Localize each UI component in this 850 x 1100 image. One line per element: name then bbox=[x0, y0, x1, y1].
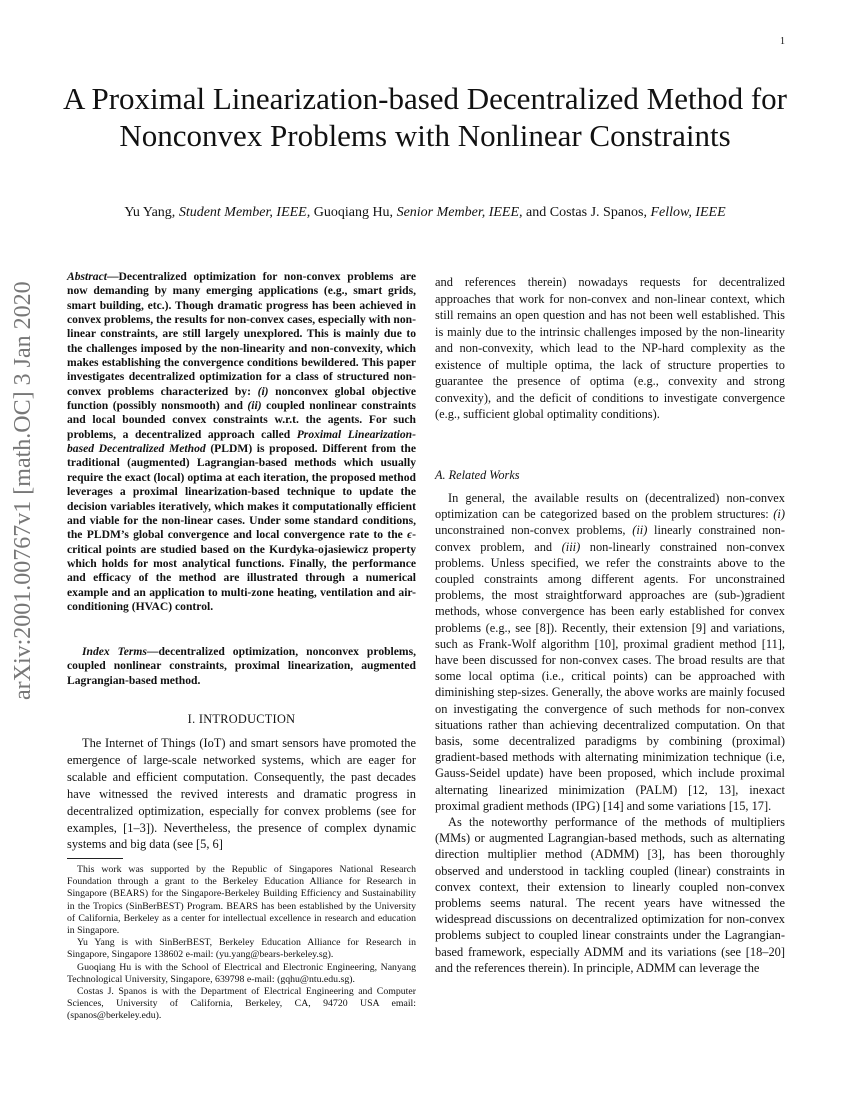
abstract-text-4: (PLDM) is proposed. Different from the traditional (augmented) Lagrangian-based methods which usually require the exact (local) optima at each iteration, the proposed method leverages a proximal linearization-based technique to update the decision variables iteratively, which makes it computationally efficient and viable for the non-linear cases. Under some standard conditions, the PLDM’s global convergence and local convergence rate to the bbox=[67, 442, 417, 542]
abstract-enum-i: (i) bbox=[257, 384, 269, 398]
author-3-name: Costas J. Spanos, bbox=[549, 205, 647, 220]
abstract-text-3: coupled nonlinear constraints and local bounded convex constraints w.r.t. the agents. For such problems, a decentralized approach called bbox=[67, 399, 416, 441]
abstract-text-1: —Decentralized optimization for non-convex problems are now demanding by many emerging applications (e.g., smart grids, smart building, etc.). Though dramatic progress has been achieved in convex problems, the results for non-convex cases, especially with non-linear constraints, are still largely unexplored. This is mainly due to the challenges imposed by the non-linearity and non-convexity, which makes establishing the convergence conditions bewildered. This paper investigates decentralized optimization for a class of structured non-convex problems characterized by: bbox=[67, 270, 416, 398]
rw-text-a: In general, the available results on (decentralized) non-convex optimization can be categorized based on the problem structures: bbox=[435, 491, 785, 522]
index-terms bbox=[67, 645, 416, 688]
related-works-body bbox=[435, 490, 785, 976]
rw-enum-iii: (iii) bbox=[561, 539, 581, 554]
author-connector: and bbox=[526, 205, 547, 220]
author-2-name: Guoqiang Hu, bbox=[313, 205, 394, 220]
author-1-name: Yu Yang, bbox=[124, 205, 176, 220]
footnote-rule bbox=[67, 858, 123, 859]
intro-paragraph: The Internet of Things (IoT) and smart sensors have promoted the emergence of large-scale networked systems, which are eager for scalable and efficient computation. Consequently, the past decades have witnessed the revived interests and dramatic progress in decentralized optimization, especially for convex problems (see for examples, [1–3]). Nevertheless, the presence of complex dynamic systems and big data (see [5, 6] bbox=[67, 736, 416, 852]
footnote-author-2: Guoqiang Hu is with the School of Electrical and Electronic Engineering, Nanyang Technological University, Singapore, 639798 e-mail: (gqhu@ntu.edu.sg). bbox=[67, 961, 416, 985]
related-works-paragraph-2: As the noteworthy performance of the methods of multipliers (MMs) or augmented Lagrangian-based methods, such as alternating direction multiplier method (ADMM) [3], has been thoroughly observed and understood in tackling coupled (linear) constraints in convex context, their extension to linearly coupled non-convex problems seems natural. The recent years have witnessed the widespread discussions on decentralized optimization for non-convex problems subject to coupled linear constraints under the Lagrangian-based framework, especially ADMM and its variations (see [18–20] and the references therein). In principle, ADMM can leverage the bbox=[435, 815, 785, 975]
abstract-epsilon: ϵ bbox=[407, 528, 413, 542]
index-terms-text: —decentralized optimization, nonconvex problems, coupled nonlinear constraints, proximal linearization, augmented Lagrangian-based method. bbox=[67, 645, 416, 687]
footnote-funding: This work was supported by the Republic of Singapores National Research Foundation through a grant to the Berkeley Education Alliance for Research in Singapore (BEARS) for the Singapore-Berkeley Building Efficiency and Sustainability in the Tropics (SinBerBEST) Program. BEARS has been established by the University of California, Berkeley as a center for intellectual excellence in research and education in Singapore. bbox=[67, 864, 416, 937]
abstract-method-name: Proximal Linearization-based Decentralized Method bbox=[67, 427, 416, 456]
author-3-role: Fellow, IEEE bbox=[650, 205, 726, 220]
abstract-text-2: nonconvex global objective function (possibly nonsmooth) and bbox=[67, 384, 416, 413]
rw-enum-i: (i) bbox=[773, 507, 785, 522]
arxiv-identifier: arXiv:2001.00767v1 [math.OC] 3 Jan 2020 bbox=[10, 281, 36, 700]
footnotes bbox=[67, 864, 416, 1023]
abstract bbox=[67, 270, 416, 614]
abstract-label: Abstract bbox=[67, 270, 107, 283]
rw-text-c: linearly constrained non-convex problem, and bbox=[435, 523, 785, 554]
author-line bbox=[60, 204, 790, 222]
section-heading-introduction: I. INTRODUCTION bbox=[187, 712, 296, 726]
page-number: 1 bbox=[780, 36, 785, 47]
subsection-heading-related-works: A. Related Works bbox=[435, 468, 520, 482]
footnote-author-3: Costas J. Spanos is with the Department of Electrical Engineering and Computer Sciences, University of California, Berkeley, CA, 94720 USA email: (spanos@berkeley.edu). bbox=[67, 986, 416, 1022]
rw-text-d: non-linearly constrained non-convex problems. Unless specified, we refer the constraints above to the coupled constraints among different agents. For unconstrained problems, the most straightforward approaches are (sub-)gradient methods, whose convergence has been early established for convex problems (e.g., see [8]). Recently, their extension [9] and variations, such as Frank-Wolf algorithm [10], proximal gradient method [11], have been discussed for non-convex cases. The broad results are that some local optima (i.e., critical points) can be approached with diminishing step-sizes. Generally, the above works are mainly focused on investigating the convergence of such methods for non-convex situations rather than achieving decentralized computation. On that basis, some decentralized paradigms by combining (proximal) gradient-based methods with alternating minimization technique (i.e, Gauss-Seidel update) have been proposed, which include proximal alternating linearized minimization (PALM) [12, 13], inexact proximal gradient methods (IPG) [14] and some variations [15, 17]. bbox=[435, 539, 785, 813]
footnote-author-1: Yu Yang is with SinBerBEST, Berkeley Education Alliance for Research in Singapore, Singapore 138602 e-mail: (yu.yang@bears-berkeley.sg). bbox=[67, 937, 416, 961]
index-terms-label: Index Terms bbox=[82, 645, 147, 658]
related-works-paragraph-1 bbox=[435, 490, 785, 814]
author-2-role: Senior Member, IEEE, bbox=[396, 205, 523, 220]
paper-title: A Proximal Linearization-based Decentralized Method for Nonconvex Problems with Nonlinear Constraints bbox=[63, 81, 787, 153]
intro-continuation: and references therein) nowadays requests for decentralized approaches that work for non-convex and non-linear context, which still remains an open question and has not been well established. This is mainly due to the intrinsic challenges imposed by the non-linearity and non-convexity, which lead to the NP-hard complexity as the existence of multiple optima, the lack of structure properties to guarantee the presence of optima (e.g., convexity and strong convexity), and the deficit of conditions to investigate convergence (e.g., sufficient global optimality conditions). bbox=[435, 275, 785, 422]
rw-text-b: unconstrained non-convex problems, bbox=[435, 523, 633, 538]
abstract-text-5: -critical points are studied based on the Kurdyka-ojasiewicz property which holds for most analytical functions. Finally, the performance and efficacy of the method are illustrated through a numerical example and an application to multi-zone heating, ventilation and air-conditioning (HVAC) control. bbox=[67, 528, 416, 613]
author-1-role: Student Member, IEEE, bbox=[178, 205, 311, 220]
rw-enum-ii: (ii) bbox=[632, 523, 648, 538]
abstract-enum-ii: (ii) bbox=[247, 399, 262, 413]
